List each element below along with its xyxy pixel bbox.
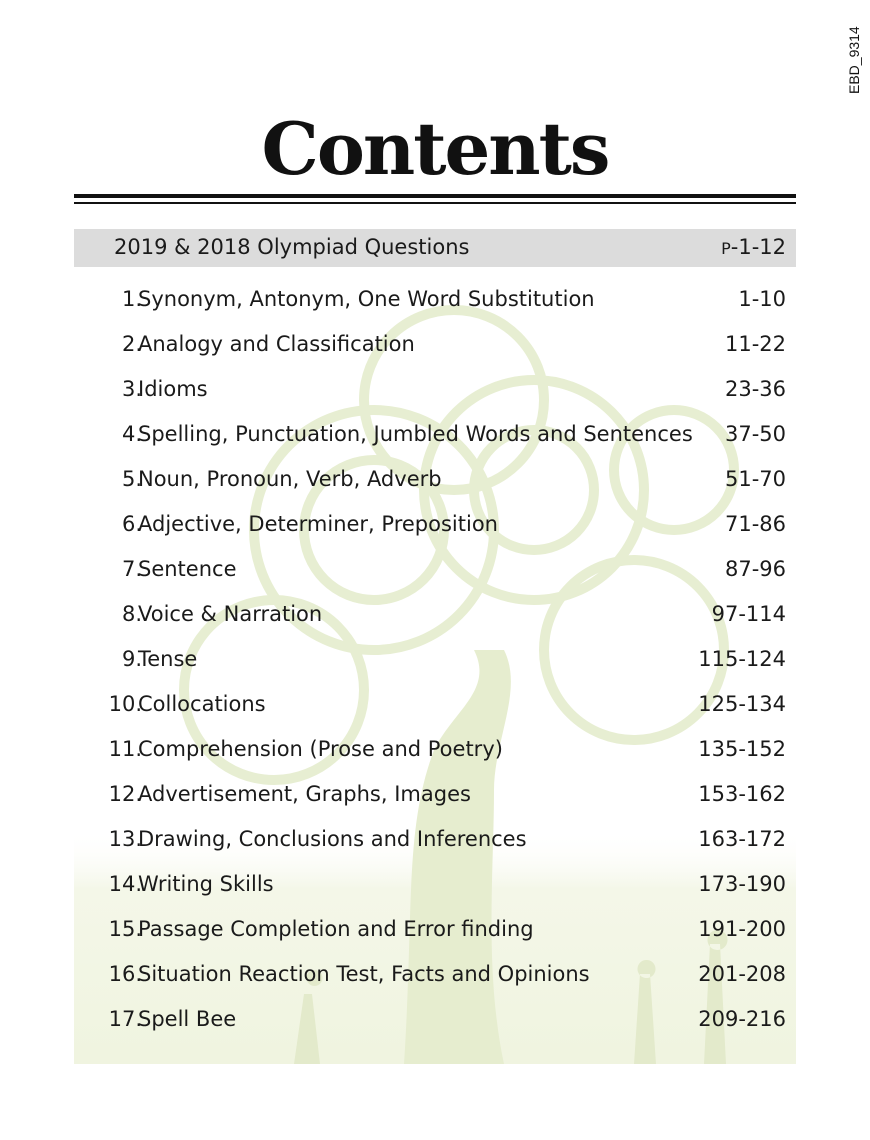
title-rule-thick (74, 194, 796, 198)
item-pages: 23-36 (724, 377, 786, 401)
olympiad-page-range: -1-12 (730, 235, 786, 259)
list-item (74, 459, 796, 504)
list-item (74, 594, 796, 639)
item-number: 12. (108, 782, 142, 806)
item-label: Advertisement, Graphs, Images (138, 782, 471, 806)
list-item (74, 774, 796, 819)
item-pages: 153-162 (698, 782, 786, 806)
item-label: Tense (138, 647, 198, 671)
olympiad-section (74, 229, 796, 267)
list-item (74, 819, 796, 864)
item-number: 4. (121, 422, 142, 446)
item-label: Sentence (138, 557, 237, 581)
item-number: 10. (108, 692, 142, 716)
olympiad-page-prefix: P (721, 239, 731, 258)
page-title: Contents (261, 106, 609, 191)
item-label: Writing Skills (138, 872, 274, 896)
item-label: Idioms (138, 377, 208, 401)
item-label: Analogy and Classification (138, 332, 415, 356)
item-pages: 1-10 (738, 287, 786, 311)
item-number: 16. (108, 962, 142, 986)
list-item (74, 324, 796, 369)
item-label: Spell Bee (138, 1007, 237, 1031)
item-number: 7. (121, 557, 142, 581)
item-pages: 37-50 (724, 422, 786, 446)
list-item (74, 279, 796, 324)
item-pages: 125-134 (698, 692, 786, 716)
item-pages: 115-124 (698, 647, 786, 671)
item-label: Noun, Pronoun, Verb, Adverb (138, 467, 442, 491)
item-pages: 191-200 (698, 917, 786, 941)
list-item (74, 549, 796, 594)
item-pages: 71-86 (724, 512, 786, 536)
item-label: Drawing, Conclusions and Inferences (138, 827, 527, 851)
list-item (74, 369, 796, 414)
item-number: 13. (108, 827, 142, 851)
item-label: Spelling, Punctuation, Jumbled Words and Sentences (138, 422, 693, 446)
list-item (74, 639, 796, 684)
item-label: Synonym, Antonym, One Word Substitution (138, 287, 595, 311)
list-item (74, 504, 796, 549)
item-number: 5. (121, 467, 142, 491)
item-pages: 173-190 (698, 872, 786, 896)
list-item (74, 729, 796, 774)
item-label: Voice & Narration (138, 602, 323, 626)
list-item (74, 864, 796, 909)
item-pages: 11-22 (724, 332, 786, 356)
item-number: 9. (121, 647, 142, 671)
item-number: 11. (108, 737, 142, 761)
item-label: Adjective, Determiner, Preposition (138, 512, 498, 536)
item-pages: 87-96 (724, 557, 786, 581)
document-code: EBD_9314 (846, 26, 862, 94)
item-number: 6. (121, 512, 142, 536)
item-number: 14. (108, 872, 142, 896)
item-number: 3. (121, 377, 142, 401)
list-item (74, 999, 796, 1044)
item-label: Comprehension (Prose and Poetry) (138, 737, 503, 761)
item-number: 15. (108, 917, 142, 941)
item-pages: 163-172 (698, 827, 786, 851)
item-pages: 201-208 (698, 962, 786, 986)
list-item (74, 909, 796, 954)
item-label: Passage Completion and Error finding (138, 917, 534, 941)
list-item (74, 684, 796, 729)
item-number: 1. (121, 287, 142, 311)
list-item (74, 414, 796, 459)
contents-list (74, 279, 796, 1044)
item-number: 2. (121, 332, 142, 356)
olympiad-pages (721, 235, 786, 259)
item-pages: 209-216 (698, 1007, 786, 1031)
list-item (74, 954, 796, 999)
item-pages: 51-70 (724, 467, 786, 491)
title-rule-thin (74, 202, 796, 204)
item-number: 17. (108, 1007, 142, 1031)
item-pages: 135-152 (698, 737, 786, 761)
olympiad-label: 2019 & 2018 Olympiad Questions (114, 235, 470, 259)
item-label: Situation Reaction Test, Facts and Opinions (138, 962, 590, 986)
item-number: 8. (121, 602, 142, 626)
item-label: Collocations (138, 692, 266, 716)
item-pages: 97-114 (711, 602, 786, 626)
